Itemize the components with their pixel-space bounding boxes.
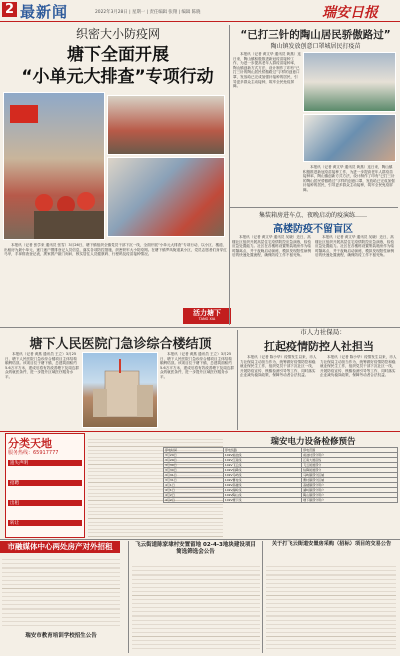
story3-subhead: 集装箱房进车点、夜晚启动的疫演练…… (258, 212, 367, 219)
table-cell: 3月29日 (164, 453, 224, 458)
story2-photo-2 (303, 114, 396, 162)
table-cell: 3月30日 (164, 468, 224, 473)
story1-headline-line1: 塘下全面开展 (67, 45, 169, 65)
divider (0, 431, 400, 432)
story4-subhead: 市人力社保局： (300, 328, 346, 336)
story5-body-text-cont: 本报讯（记者 黄燕 通讯员 王立）3月25日，塘下人民医院门急诊综合楼项目主体结构顺利结顶。该项目位于塘下镇，总建筑面积约5.6万平方米，建成后将有效改善塘下及周边群众的就医条件，进一步提升区域医疗服务水平。 (160, 352, 234, 379)
table-cell: 10kV陶山线 (223, 493, 301, 498)
paper-logo: 瑞安日报 (322, 5, 378, 21)
divider (230, 207, 398, 208)
classifieds-entry (8, 466, 82, 480)
table-cell: 马屿镇部分区域 (302, 473, 398, 478)
story2-body-cont (303, 165, 396, 205)
table-cell: 10kV塘下线 (223, 498, 301, 503)
classifieds-section-head: 转让 (8, 520, 82, 526)
classifieds-title: 分类天地 (8, 437, 52, 450)
classifieds-section-head: 招聘 (8, 480, 82, 486)
classifieds-phone: 服务热线：65917777 (8, 450, 59, 456)
table-cell: 10kV江南线 (223, 458, 301, 463)
section-name: 最新闻 (20, 3, 69, 21)
story3-body-cont (315, 235, 397, 323)
power-notice-title: 瑞安电力设备检修预告 (270, 437, 356, 447)
table-cell: 仙降街道部分 (302, 468, 398, 473)
story1-photo-bottom (107, 157, 225, 237)
page-number: 2 (2, 2, 17, 17)
table-cell: 4月2日 (164, 498, 224, 503)
power-notice-table (163, 447, 398, 503)
table-cell: 10kV湖岭线 (223, 488, 301, 493)
story2-photo-1 (303, 52, 396, 112)
table-cell: 10kV高楼线 (223, 483, 301, 488)
story4-body-text: 本报讯（记者 陈小华）疫情发生以来，市人力社保局主动担当作为，统筹做好疫情防控和稳就业保民生工作，组织党员干部下沉社区一线，开展防疫宣传、核酸检测引导等工作，同时落实企业减负稳岗政策，保障劳动者合法权益。 (240, 355, 317, 378)
rental-text (2, 556, 120, 628)
table-cell: 高楼镇部分用户 (302, 483, 398, 488)
story4-body-cont (320, 355, 398, 429)
table-cell: 3月29日 (164, 458, 224, 463)
table-cell: 飞云街道部分 (302, 463, 398, 468)
table-cell: 4月1日 (164, 488, 224, 493)
story2-body-text-cont: 本报讯（记者 黄文华 通讯员 黄燕）连日来，陶山镇积极推进新冠疫苗接种工作，为进一步提高老年人群疫苗接种率，陶山镇创新方式方法，设计制作了印有“已打三针的陶山居民骄傲路过”字样的创意口罩，发放给已完成加强针接种的居民，引导更多群众主动接种，筑牢全民免疫屏障。 (303, 165, 395, 192)
table-cell: 塘下镇部分用户 (302, 498, 398, 503)
story2-subhead: 陶山镇发放创意口罩城居民打疫苗 (270, 43, 361, 50)
procurement-notice-text (266, 563, 396, 651)
column-divider (237, 330, 238, 430)
school-notice-title: 瑞安市教育培训学校招生公告 (25, 633, 97, 639)
story1-headline-line2: “小单元大排查”专项行动 (21, 67, 214, 87)
table-cell: 4月2日 (164, 493, 224, 498)
story5-building-photo (82, 352, 158, 428)
story1-photo-right (107, 95, 225, 155)
table-cell: 3月31日 (164, 473, 224, 478)
story1-body-text: 本报讯（记者 张学来 通讯员 张雪）3月26日，塘下镇组织全镇党员干部下沉一线，全面开展“小单元大排查”专项行动，以小区、楼道、出租房为最小单元，逐门逐户摸排登记人员信息，落实各项防控措施，织密织牢大小防疫网。在塘下镇罗凤街道某小区，党员志愿者们身穿红马甲，手拿排查登记表，挨家挨户敲门询问，核实居住人员健康码、行程码及疫苗接种情况。 (4, 243, 227, 257)
project-notice-title: 飞云街道陈家埭村安置留地 02-4-3地块建设项目 简选筛选会公告 (135, 542, 256, 555)
table-cell: 4月1日 (164, 483, 224, 488)
building-graphic (83, 353, 158, 428)
story3-headline: 高楼防疫不留盲区 (273, 224, 353, 235)
story2-body-text: 本报讯（记者 黄文华 通讯员 黄燕）连日来，陶山镇积极推进新冠疫苗接种工作，为进一步提高老年人群疫苗接种率，陶山镇创新方式方法，设计制作了印有“已打三针的陶山居民骄傲路过”字样的创意口罩，发放给已完成加强针接种的居民，引导更多群众主动接种，筑牢全民免疫屏障。 (233, 52, 301, 89)
story4-body (240, 355, 317, 429)
story3-body-text-cont: 本报讯（记者 黄文华 通讯员 吴晓）近日，高楼社区组织开展高层住宅疫情防控应急演练，检验应急处置能力。社区在各楼栋设置集装箱房作为临时隔离点，并于夜晚启动演练，模拟发现阳性病例后的快速处置流程，确保防疫工作不留死角。 (315, 235, 395, 258)
table-cell: 10kV马屿线 (223, 473, 301, 478)
table-cell: 前池村部分用户 (302, 453, 398, 458)
column-divider (229, 25, 230, 325)
classifieds-sections (8, 460, 82, 526)
table-cell: 10kV飞云线 (223, 463, 301, 468)
story3-body-text: 本报讯（记者 黄文华 通讯员 吴晓）近日，高楼社区组织开展高层住宅疫情防控应急演练，检验应急处置能力。社区在各楼栋设置集装箱房作为临时隔离点，并于夜晚启动演练，模拟发现阳性病例后的快速处置流程，确保防疫工作不留死角。 (232, 235, 312, 258)
table-cell: 10kV曹村线 (223, 478, 301, 483)
section-badge (183, 308, 231, 324)
story1-photo-main (3, 92, 105, 240)
classifieds-entry (8, 506, 82, 520)
story1-kicker: 织密大小防疫网 (75, 27, 160, 41)
story4-headline: 扛起疫情防控人社担当 (264, 340, 374, 353)
column-divider (128, 541, 129, 653)
table-cell: 曹村镇部分区域 (302, 478, 398, 483)
badge-subtitle: TANG XIA (198, 317, 216, 321)
story5-body (5, 352, 80, 428)
flag-graphic (4, 93, 105, 240)
story2-body (233, 52, 301, 202)
project-notice-text (132, 563, 260, 651)
classifieds-section-head: 出租 (8, 500, 82, 506)
table-cell: 湖岭镇部分用户 (302, 488, 398, 493)
rental-banner: 市融媒体中心两处房产对外招租 (0, 541, 120, 553)
table-cell: 3月30日 (164, 463, 224, 468)
badge-title: 活力塘下 (193, 309, 221, 317)
table-cell: 10kV前池线 (223, 453, 301, 458)
table-cell: 江南大道沿线 (302, 458, 398, 463)
story4-body-text-cont: 本报讯（记者 陈小华）疫情发生以来，市人力社保局主动担当作为，统筹做好疫情防控和稳就业保民生工作，组织党员干部下沉社区一线，开展防疫宣传、核酸检测引导等工作，同时落实企业减负稳岗政策，保障劳动者合法权益。 (320, 355, 397, 378)
story5-body-text: 本报讯（记者 黄燕 通讯员 王立）3月25日，塘下人民医院门急诊综合楼项目主体结构顺利结顶。该项目位于塘下镇，总建筑面积约5.6万平方米，建成后将有效改善塘下及周边群众的就医条件，进一步提升区域医疗服务水平。 (5, 352, 79, 379)
column-divider (262, 541, 263, 653)
divider (0, 539, 400, 540)
column-header: 停电线路 (223, 448, 301, 453)
story5-headline: 塘下人民医院门急诊综合楼结顶 (29, 337, 212, 352)
table-cell: 陶山镇部分用户 (302, 493, 398, 498)
story3-body (232, 235, 312, 323)
column-header: 停电时间 (164, 448, 224, 453)
classifieds-section-head: 遗失声明 (8, 460, 82, 466)
table-row (164, 498, 398, 503)
story2-headline: “已打三针的陶山居民骄傲路过” (240, 29, 391, 41)
table-cell: 10kV仙降线 (223, 468, 301, 473)
procurement-notice-title: 关于打飞云街道安置房采购（招标）项目的交易公告 (271, 541, 392, 547)
story1-body (4, 243, 228, 305)
story5-body-cont (160, 352, 235, 428)
classifieds-entry (8, 486, 82, 500)
header-meta: 2022年3月28日 | 星期一 | 责任编辑 张翔 | 编辑 陈晓 (95, 10, 201, 15)
column-header: 停电范围 (302, 448, 398, 453)
table-cell: 3月31日 (164, 478, 224, 483)
